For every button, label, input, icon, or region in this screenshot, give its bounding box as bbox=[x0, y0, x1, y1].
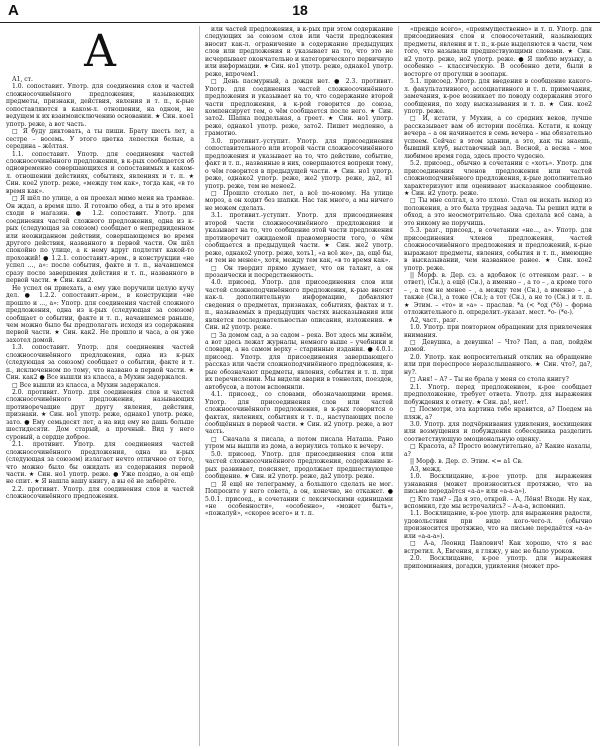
paragraph: 5.3. разг., присоед., в сочетании «не..., а». Употр. для присоединения членов предложения, частей сложносочинённого предложения и предложений, к-рые выражают предметы, явления, события и т. п., имеющие в высказывании, чем названное ранее. ★ Син. кое2 употр. реже. bbox=[404, 227, 592, 272]
column-right bbox=[404, 26, 592, 746]
paragraph: 1.0. Восклицание, к-рое употр. для выражения узнавания (может произноситься протяжно, что на письме передаётся «а-а» или «а-а-а»). bbox=[404, 473, 592, 496]
column-right-text bbox=[404, 26, 592, 570]
paragraph: 4.0. присоед. Употр. для присоединения слов или частей сложноподчинённого предложения, к-рые вносят как-л. дополнительную информацию, добавляют сведения о предметах, признаках, событиях, фактах и т. п., называемых в предыдущих частях высказывания или является последовательностью описания, изложения. ★ Син. и2 употр. реже. bbox=[205, 279, 393, 332]
paragraph: 1.0. Употр. при повторном обращении для привлечения внимания. bbox=[404, 324, 592, 339]
paragraph: 2.2. противит. Употр. для соединения слов и частей сложносочинённого предложения. bbox=[6, 485, 194, 501]
paragraph: или частей предложения, в к-рых при этом содержание следующих за союзом слов или части предложения вносит как-л. ограничение в содержание предыдущих слов или предложения и указывает на то, что это не исчерпывает окончательно и категорического первичную или информации. ★ Син. но1 употр. реже, однако1 употр. реже, впрочем1. bbox=[205, 26, 393, 78]
paragraph: 2.1. противит. Употр. для соединения частей сложносочинённого предложения, одна из к-рых (следующая за союзом) излагает нечто отличное от того, что можно было бы ожидать из содержания первой части. ★ Син. но1 употр. реже. ● Уже поздно, а он ещё не спит. ★ Я нашла вашу книгу, а вы её не заберёте. bbox=[6, 441, 194, 486]
paragraph: □ Аня! – А? – Ты не брала у меня со стола книгу? bbox=[410, 376, 569, 384]
paragraph: □ Девушка, а девушка! – Что? Пап, а пап, пойдём домой. bbox=[404, 339, 592, 354]
column-left-text bbox=[6, 76, 194, 501]
paragraph: 2.0. Употр. как вопросительный отклик на обращение или при переспросе неразслышанного. ★ Син. что?, да?, ну?. bbox=[404, 353, 592, 376]
paragraph: □ Посмотри, эта картина тебе нравится, а? Поедем на пляж, а? bbox=[404, 406, 592, 421]
paragraph: 3.1. противит.-уступит. Употр. для присоединения второй части сложносочинённого предложения и указывает на то, что сообщение этой части предложения противоречит ожидаемой правомерности того, о чём сообщается в предыдущей части. ★ Син. же2 употр. реже, однако2 употр. реже, хоть1, «а всё же», да, ещё бы, «и тем не менее», хотя, между тем как, «в то время как». bbox=[205, 212, 393, 265]
column-middle bbox=[205, 26, 393, 746]
paragraph: □ День пасмурный, а дождя нет. ● 2.3. противит. Употр. для соединения частей сложносочинённого предложения и указывает на то, что содержание второй части предложения, в к-рой говорится до союза, компенсирует тем, о чём сообщается после него. ★ Син. зато2. Шапка поддельная, а греет. ★ Син. но1 употр. реже, однако1 употр. реже, зато2. Пишет медленно, а грамотно. bbox=[205, 78, 393, 138]
paragraph: 4.1. присоед., со словами, обозначающими время. Употр. для присоединения слов или частей сложносочинённого предложения, в к-рых говорится о фактах, явлениях, событиях и т. п., наступающих после сообщённых в первой части. ★ Син. и2 употр. реже, а вот часть. bbox=[205, 391, 393, 436]
paragraph: || Морф. в. Дер. ∅. Этим. <= а1 Св. bbox=[410, 458, 523, 466]
paragraph: □ Все вышли из класса, а Мухин задержался. bbox=[12, 381, 161, 389]
page-number: 18 bbox=[292, 2, 308, 18]
column-middle-text bbox=[205, 26, 393, 518]
paragraph: 2.0. Восклицание, к-рое употр. для выражения припоминания, догадки, удивления (может про- bbox=[404, 555, 592, 570]
paragraph: 1.0. сопоставит. Употр. для соединения слов и частей сложносочинённого предложения, называющих предметы, признаки, действия, явления и т. п., к-рые сопоставляются в каком-л. отношении, на одном, не ведущем к их взаимоисключению основании. ★ Син. кое1 употр. реже, а вот часть. bbox=[6, 83, 194, 128]
paragraph: «прежде всего», «преимущественно» и т. п. Употр. для присоединения слов и словосочетаний, называющих предметы, явления и т. п., к-рые выделяются в части, чем того, что называли предшествующими словами. ★ Син. и2 употр. реже, но2 употр. реже. ● Я люблю музыку, а особенно – классическую. В особенно дети, были в восторге от прогулки в зоопарк. bbox=[404, 26, 592, 78]
paragraph: □ Сначала я писала, а потом писала Наташа. Рано утром мы вышли из дома, а вернулись только к вечеру. bbox=[205, 435, 393, 451]
paragraph: □ Кто там? – Да я это, открой. – А, Лёня! Входи. Ну как, вспомнил, где мы встречались? – А-а-а, вспомнил. bbox=[404, 495, 592, 510]
paragraph: □ Ты мне солгал, а это плохо. Стал он искать выход из положения, а это была трудная задача. Ты решил идти в обход, а это неосмотрительно. Она сделала всё сама, а это никому не поручишь. bbox=[404, 197, 592, 227]
paragraph: 5.1. присоед. Употр. для введения в сообщение какого-л. факультативного, ассоциативного и т. п. примечания, замечания, к-рое возникает по поводу содержания этого сообщения, по ходу высказывания и т. п. ★ Син. кое2 употр. реже. bbox=[404, 78, 592, 115]
paragraph: 1.1. Восклицание, к-рое употр. для выражения радости, удовольствия при виде кого-чего-л. (обычно произносится протяжно, что на письме передаётся «а-а» или «а-а-а»). bbox=[404, 510, 592, 540]
paragraph: А3, межд. bbox=[410, 465, 442, 473]
column-left bbox=[6, 26, 194, 746]
paragraph: □ Красота, а? Просто возмутительно, а? Какие нахалы, а? bbox=[404, 443, 592, 458]
paragraph: □ Я ещё не телеграмму, а большого сделать не мог. Попросите у него совета, а он, конечно, не откажет. ● 5.0.1. присоед., в сочетании с лексическими единицами «не особенности», «особенно», «может быть», «пожалуй», «скорее всего» и т. п. bbox=[205, 480, 393, 518]
paragraph: □ И, кстати, у Мухин, а со средних веков, лучше рассказывает вам об истории посёлка. Кстати, к концу вечера – а он начинается в семь вечера – мы обязательно успеем. Сейчас в этом здании, а это, как ты знаешь, бывший клуб, выставочный зал. Весной, а весна – мое любимое время года, здесь просто чудесно. bbox=[404, 115, 592, 160]
paragraph: 3.0. противит.-уступит. Употр. для присоединения сопоставительного или второй части сложносочинённого предложения и указывает на то, что действие, событие, факт и т. п., названные в них, совершаются вопреки тому, о чём говорится в предыдущей части. ★ Син. но1 употр. реже, однако2 употр. реже, же2 употр. реже, да2, и1 употр. реже, тем не менее2. bbox=[205, 137, 393, 190]
paragraph: □ Я буду диктовать, а ты пиши. Брату шесть лет, а сестре – восемь. У этого цветка лепестки белые, а середина – жёлтая. bbox=[6, 128, 194, 151]
paragraph: А1, ст. bbox=[12, 76, 33, 83]
paragraph: || Морф. в. Дер. сз. а вдобавок (с оттенком разг. – в ответ), (Сн.), а ещё (Сн.), а именно – , а то – , а кроме того – , а тем не менее – , а между тем (Сн.), а именно – , а также (Сн.), а тоже (Сн.); а тот (Сн.), а не то (Сн.) и т. п. ★ Этим. – «то» и «а» – праслав. *а (< *од (*ô) – форма отложительного п. определит.-указат. мест. *о- (*е-). bbox=[404, 271, 592, 317]
paragraph: 5.0. присоед. Употр. для присоединения слов или частей сложносочинённого предложения, содержание к-рых развивает, поясняет, продолжает предшествующее сообщение. ★ Син. и2 употр. реже, да2 употр. реже. bbox=[205, 450, 393, 481]
page-header bbox=[0, 0, 600, 23]
paragraph: А2, част., разг. bbox=[410, 316, 459, 324]
column-divider bbox=[199, 26, 200, 746]
paragraph: □ Я шёл по улице, а он проехал мимо меня на трамвае. Он ждал, а время шло. Я готовлю обед, а ты в это время сходи в магазин. ● 1.2. сопоставит. Употр. для соединения частей сложного предложения, одна из к-рых (следующая за союзом) сообщает о непредвиденном или неожиданном действии, совершающемся во время другого действия, названного в первой части. Он шёл спокойно по улице, а к нему вдруг подлетит какой-то прохожий! ● 1.2.1. сопоставит.-врем., в конструкции «не успел ..., а»: после события, факте и т. п., начавшемся сразу после завершения действия и т. п., названного в первой части. ★ Син. как2. bbox=[6, 195, 194, 285]
paragraph: 2.0. противит. Употр. для соединения слов и частей сложносочинённого предложения, называющих противоречащие друг другу явления, действия, признаки. ★ Син. но1 употр. реже, однако1 употр. реже, зато. ● Ему семьдесят лет, а на вид ему не дашь больше шестидесяти. Дом старый, а прочный. Вид у него суровый, а сердце доброе. bbox=[6, 389, 194, 441]
paragraph: □ Прошло столько лет, а всё по-новому. На улице мороз, а он ходит без шапки. Нас так много, а мы ничего не можем сделать. bbox=[205, 189, 393, 212]
paragraph: 5.2. присоед., обычно в сочетании с «хоть». Употр. для присоединения членов предложения или частей сложноподчинённого предложения, к-рые дополнительно характеризуют или оценивают высказанное сообщение. ★ Син. и2 употр. реже. bbox=[404, 160, 592, 197]
paragraph: □ А-а, Леонид Павлович! Как хорошо, что я вас встретил. А, Евгения, я гляжу, у нас не было уроков. bbox=[404, 540, 592, 555]
column-divider bbox=[398, 26, 399, 746]
paragraph: □ Он твердит прямо думает, что он талант, а он прозаически и посредственность. bbox=[205, 264, 393, 279]
paragraph: 1.1. сопоставит. Употр. для соединения частей сложносочинённого предложения, в к-рых сообщается об одновременно совершающихся и сопоставимых в каком-л. отношении действиях, событиях, явлениях и т. п. ★ Син. кое2 употр. реже, «между тем как», тогда как, «в то время как». bbox=[6, 150, 194, 195]
header-letter: А bbox=[8, 2, 19, 19]
paragraph: □ За домом сад, а за садом – река. Вот здесь мы живём, а вот здесь лежат журналы, немного выше – учебники и словари, а на самом верху – старинные издания. ● 4.0.1. присоед. Употр. для присоединения завершающего рассказ или части сложноподчинённого предложения, к-рые обозначают предметы, явления, события и т. п. при их перечислении. Мы видели аварии в тоннелях, поездов, автобусов, а потом вспомнили. bbox=[205, 331, 393, 391]
section-big-letter: А bbox=[83, 26, 117, 77]
paragraph: 1.3. сопоставит. Употр. для соединения частей сложносочинённого предложения, одна из к-рых (следующая за союзом) сообщает о событии, факте и т. п., исключенном по тому, что названо в первой части. ★ Син. как2 ● Все вышли из класса, а Мухин задержался. bbox=[6, 344, 194, 382]
paragraph: Не успел он приехать, а ему уже поручили целую кучу дел. ● 1.2.2. сопоставит.-врем., в конструкции «не прошло и ..., а»: Употр. для соединения частей сложного предложения, одна из к-рых (следующая за союзом) сообщает о событии, факте и т. п., начавшемся раньше, чем можно было бы предполагать исходя из содержания первой части. ★ Син. как2. Не прошло и часа, а он уже захотел домой. bbox=[6, 284, 194, 344]
paragraph: 3.0. Употр. для подчёркивания удивления, восхищения или возмущения и побуждения собеседника разделить соответствующую эмоциональную оценку. bbox=[404, 421, 592, 443]
paragraph: 2.1. Употр. перед предложением, к-рое сообщает предположение, требует ответа. Употр. для выражения побуждения к ответу. ★ Син. да!, нет!. bbox=[404, 383, 592, 406]
